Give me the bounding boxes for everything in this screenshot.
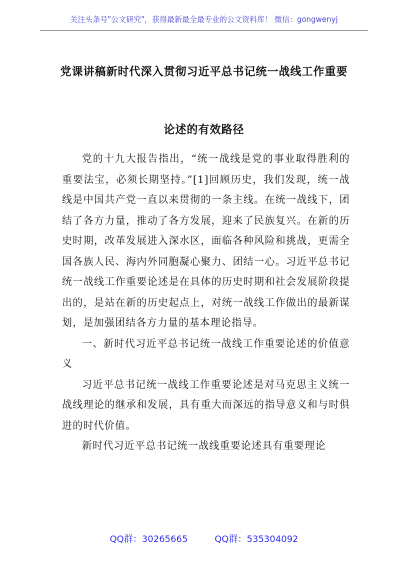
paragraph-intro: 党的十九大报告指出，“统一战线是党的事业取得胜利的重要法宝，必须长期坚持。”[1]回顾历史，我们发现，统一战线是中国共产党一直以来贯彻的一条主线。在统一战线下，团结了各方力量，推动了各方发展，迎来了民族复兴。在新的历史时期，改革发展进入深水区，面临各种风险和挑战，更需全国各族人民、海内外同胞凝心聚力、团结一心。习近平总书记统一战线工作重要论述是在具体的历史时期和社会发展阶段提出的，是站在新的历史起点上，对统一战线工作做出的最新谋划，是加强团结各方力量的基本理论指导。 bbox=[62, 154, 350, 329]
header-banner: 关注头条号"公文研究"，获得最新最全最专业的公文资料库！ 微信：gongwenyj bbox=[70, 15, 338, 24]
paragraph: 习近平总书记统一战线工作重要论述是对马克思主义统一战线理论的继承和发展，具有重大而深远的指导意义和与时俱进的时代价值。 bbox=[62, 379, 350, 432]
header-divider bbox=[40, 30, 368, 31]
document-title-line2: 论述的有效路径 bbox=[163, 123, 245, 136]
paragraph: 新时代习近平总书记统一战线重要论述具有重要理论 bbox=[82, 441, 326, 452]
footer-contacts bbox=[0, 532, 408, 545]
document-title-line1: 党课讲稿新时代深入贯彻习近平总书记统一战线工作重要 bbox=[60, 65, 348, 78]
document-body bbox=[62, 150, 350, 458]
section-heading: 一、新时代习近平总书记统一战线工作重要论述的价值意义 bbox=[62, 338, 350, 370]
footer-qq-group-2: QQ群：535304092 bbox=[214, 535, 299, 545]
footer-qq-group-1: QQ群：30265665 bbox=[109, 535, 188, 545]
